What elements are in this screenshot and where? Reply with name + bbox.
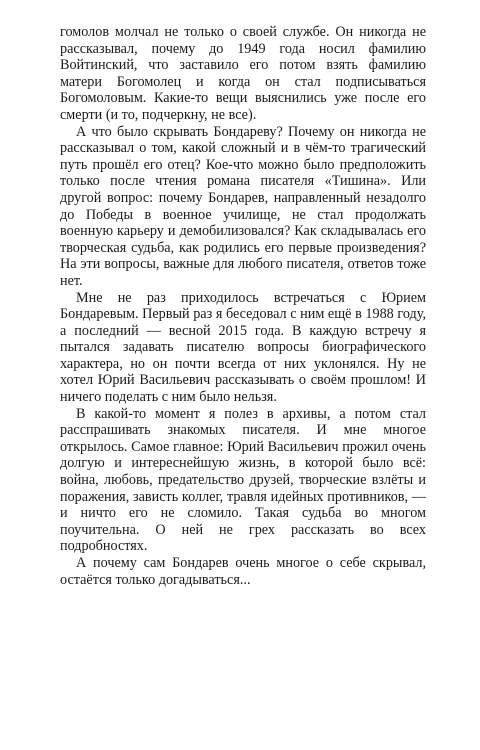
paragraph-3: Мне не раз приходилось встречаться с Юрием Бондаревым. Первый раз я беседовал с ним ещё в 1988 году, а последний — весной 2015 года. В каждую встречу я пытался задавать писателю вопросы биографического характера, но он почти всегда от них уклонялся. Ну не хотел Юрий Васильевич рассказывать о своём прошлом! И ничего поделать с ним было нельзя.	[60, 289, 426, 406]
paragraph-4: В какой-то момент я полез в архивы, а потом стал расспрашивать знакомых писателя. И мне многое открылось. Самое главное: Юрий Васильевич прожил очень долгую и интереснейшую жизнь, в которой было всё: война, любовь, предательство друзей, творческие взлёты и поражения, зависть коллег, травля идейных противников, — и ничто его не сломило. Такая судьба во многом поучительна. О ней не грех рассказать во всех подробностях.	[60, 405, 426, 555]
paragraph-1: гомолов молчал не только о своей службе. Он никогда не рассказывал, почему до 1949 года носил фамилию Войтинский, что заставило его потом взять фамилию матери Богомолец и когда он стал подписываться Богомоловым. Какие-то вещи выяснились уже после его смерти (и то, подчеркну, не все).	[60, 24, 426, 123]
paragraph-5: А почему сам Бондарев очень многое о себе скрывал, остаётся только догадываться...	[60, 555, 426, 588]
page-text	[60, 24, 426, 588]
paragraph-2: А что было скрывать Бондареву? Почему он никогда не рассказывал о том, какой сложный и в чём-то трагический путь прошёл его отец? Кое-что можно было предположить только после чтения романа писателя «Тишина». Или другой вопрос: почему Бондарев, направленный незадолго до Победы в военное училище, не стал продолжать военную карьеру и демобилизовался? Как складывалась его творческая судьба, как родились его первые произведения? На эти вопросы, важные для любого писателя, ответов тоже нет.	[60, 123, 426, 289]
